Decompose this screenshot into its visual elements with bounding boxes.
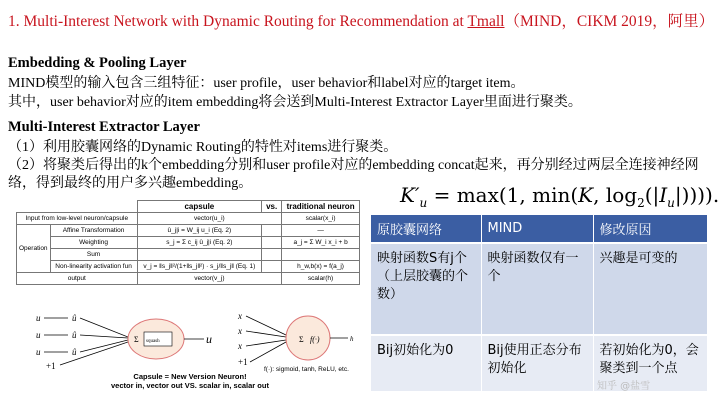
op-capsule: s_j = Σ c_ij û_j|i (Eq. 2) <box>137 237 262 249</box>
op-capsule <box>137 249 262 261</box>
comparison-table <box>371 215 708 391</box>
capsule-neuron-diagram <box>16 307 360 373</box>
uhat-3: û <box>72 347 77 357</box>
svg-text:Σ: Σ <box>134 335 139 344</box>
title-prefix: 1. Multi-Interest Network with Dynamic Routing for Recommendation at <box>8 13 468 30</box>
input-label: Input from low-level neuron/capsule <box>17 213 138 225</box>
bias-plus1-neuron: +1 <box>238 357 248 367</box>
col-neuron: traditional neuron <box>282 201 360 213</box>
diagram-caption: Capsule = New Version Neuron! vector in, vector out VS. scalar in, scalar out <box>111 372 269 390</box>
table-cell: 若初始化为0，会聚类到一个点 <box>593 335 708 391</box>
input-capsule: vector(u_i) <box>137 213 282 225</box>
op-neuron <box>282 249 360 261</box>
input-u1: u <box>36 313 41 323</box>
section1-line1: MIND模型的输入包含三组特征：user profile，user behavior和label对应的target item。 <box>8 76 525 91</box>
table-cell: 映射函数S有j个（上层胶囊的个数） <box>371 243 481 335</box>
section2-line3: 络，得到最终的用户多兴趣embedding。 <box>8 176 253 191</box>
table-row <box>371 243 708 335</box>
operation-label: Operation <box>17 225 51 273</box>
op-neuron: a_j = Σ W_i x_i + b <box>282 237 360 249</box>
activation-note: f(·): sigmoid, tanh, ReLU, etc. <box>264 366 349 373</box>
table-cell: Bij使用正态分布初始化 <box>481 335 593 391</box>
uhat-2: û <box>72 330 77 340</box>
svg-text:h: h <box>350 335 354 343</box>
input-x2: x <box>238 326 242 336</box>
interest-count-formula: $K'_u = \max(1$, min(K, $\log_2(|I_u|)$))). <box>400 183 720 210</box>
op-neuron: — <box>282 225 360 237</box>
svg-text:squash: squash <box>146 339 160 344</box>
input-u2: u <box>36 330 41 340</box>
op-name: Non-linearity activation fun <box>50 261 137 273</box>
bias-plus1: +1 <box>46 361 56 371</box>
title-suffix: （MIND，CIKM 2019，阿里） <box>504 13 715 30</box>
op-capsule: v_j = ‖s_j‖²/(1+‖s_j‖²) · s_j/‖s_j‖ (Eq. 1) <box>137 261 262 273</box>
table-cell: Bij初始化为0 <box>371 335 481 391</box>
input-x1: x <box>238 311 242 321</box>
table-cell: 兴趣是可变的 <box>593 243 708 335</box>
header-mind: MIND <box>481 215 593 243</box>
input-u3: u <box>36 347 41 357</box>
comparison-header-row <box>371 215 708 243</box>
table-row <box>371 335 708 391</box>
capsule-vs-neuron-table <box>16 200 360 285</box>
output-label: output <box>17 273 138 285</box>
op-name: Affine Transformation <box>50 225 137 237</box>
op-neuron: h_w,b(x) = f(a_j) <box>282 261 360 273</box>
section2-line2: （2）将聚类后得出的k个embedding分别和user profile对应的embedding concat起来，再分别经过两层全连接神经网 <box>8 158 699 173</box>
table-cell: 映射函数仅有一个 <box>481 243 593 335</box>
input-neuron: scalar(x_i) <box>282 213 360 225</box>
section-heading-embedding: Embedding & Pooling Layer <box>8 55 187 71</box>
watermark: 知乎 @盐雪 <box>597 381 651 392</box>
op-name: Sum <box>50 249 137 261</box>
col-capsule: capsule <box>137 201 262 213</box>
svg-text:Σ: Σ <box>299 335 304 344</box>
col-vs: vs. <box>262 201 282 213</box>
output-uj: u <box>206 332 212 346</box>
header-original-capsule: 原胶囊网络 <box>371 215 481 243</box>
section-heading-extractor: Multi-Interest Extractor Layer <box>8 119 200 135</box>
header-reason: 修改原因 <box>593 215 708 243</box>
svg-text:f(·): f(·) <box>310 335 320 344</box>
slide-title <box>8 9 714 31</box>
uhat-1: û <box>72 313 77 323</box>
output-capsule: vector(v_j) <box>137 273 282 285</box>
input-x3: x <box>238 341 242 351</box>
op-name: Weighting <box>50 237 137 249</box>
section2-line1: （1）利用胶囊网络的Dynamic Routing的特性对items进行聚类。 <box>8 140 398 155</box>
title-link[interactable]: Tmall <box>467 13 505 30</box>
section1-line2: 其中，user behavior对应的item embedding将会送到Multi-Interest Extractor Layer里面进行聚类。 <box>8 95 582 110</box>
output-neuron: scalar(h) <box>282 273 360 285</box>
op-capsule: û_j|i = W_ij u_i (Eq. 2) <box>137 225 262 237</box>
